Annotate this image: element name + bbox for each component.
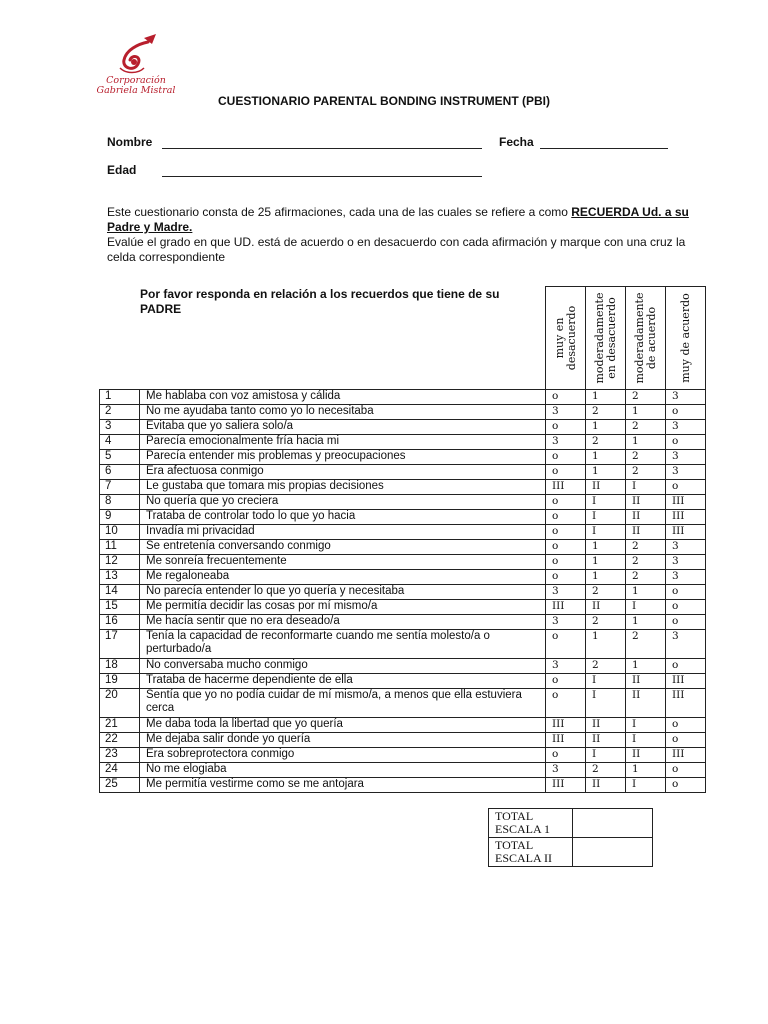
answer-cell[interactable]: III [666,510,706,525]
table-row [100,525,706,540]
item-statement: Le gustaba que tomara mis propias decisiones [140,480,546,495]
answer-cell[interactable]: o [666,733,706,748]
answer-cell[interactable]: 3 [666,555,706,570]
table-row [100,748,706,763]
table-row [100,659,706,674]
item-statement: Trataba de controlar todo lo que yo hacia [140,510,546,525]
table-row [100,689,706,718]
answer-cell[interactable]: I [586,674,626,689]
answer-cell[interactable]: 2 [586,405,626,420]
answer-cell[interactable]: o [546,630,586,659]
answer-cell[interactable]: 2 [626,420,666,435]
item-statement: Evitaba que yo saliera solo/a [140,420,546,435]
answer-cell[interactable]: II [626,748,666,763]
table-row [100,733,706,748]
item-number: 20 [100,689,140,718]
item-statement: No parecía entender lo que yo quería y necesitaba [140,585,546,600]
answer-cell[interactable]: 2 [626,450,666,465]
answer-cell[interactable]: II [586,778,626,793]
item-statement: Me permitía decidir las cosas por mí mismo/a [140,600,546,615]
answer-cell[interactable]: 1 [586,630,626,659]
item-number: 3 [100,420,140,435]
item-number: 17 [100,630,140,659]
answer-cell[interactable]: o [546,495,586,510]
answer-cell[interactable]: III [546,600,586,615]
answer-cell[interactable]: 1 [626,659,666,674]
answer-cell[interactable]: 2 [626,570,666,585]
answer-cell[interactable]: I [586,748,626,763]
answer-cell[interactable]: 1 [626,405,666,420]
item-number: 5 [100,450,140,465]
table-row [100,555,706,570]
answer-cell[interactable]: 1 [586,450,626,465]
answer-cell[interactable]: 1 [586,420,626,435]
item-statement: No me ayudaba tanto como yo lo necesitaba [140,405,546,420]
item-number: 25 [100,778,140,793]
answer-cell[interactable]: I [626,480,666,495]
item-number: 12 [100,555,140,570]
instructions-paragraph-1 [107,205,707,235]
item-statement: No conversaba mucho conmigo [140,659,546,674]
item-number: 16 [100,615,140,630]
answer-cell[interactable]: o [546,748,586,763]
logo-line-1: Corporación [106,75,166,86]
item-statement: Me daba toda la libertad que yo quería [140,718,546,733]
total-value-cell[interactable] [573,809,653,838]
answer-cell[interactable]: 3 [666,540,706,555]
table-row [100,435,706,450]
organization-logo [90,32,182,98]
answer-cell[interactable]: 2 [586,659,626,674]
answer-cell[interactable]: 2 [626,465,666,480]
nombre-field[interactable] [162,148,482,149]
answer-cell[interactable]: 1 [586,465,626,480]
item-number: 13 [100,570,140,585]
column-header-label: muy en desacuerdo [552,305,578,371]
answer-cell[interactable]: o [666,405,706,420]
answer-cell[interactable]: I [626,778,666,793]
item-number: 22 [100,733,140,748]
total-row [489,838,653,867]
table-row [100,763,706,778]
answer-cell[interactable]: o [546,674,586,689]
item-statement: Sentía que yo no podía cuidar de mí mismo/a, a menos que ella estuviera cerca [140,689,546,718]
column-header [586,287,626,390]
total-label: TOTAL ESCALA 1 [489,809,573,838]
total-value-cell[interactable] [573,838,653,867]
item-statement: Era afectuosa conmigo [140,465,546,480]
answer-cell[interactable]: 1 [626,585,666,600]
instructions-paragraph-2: Evalúe el grado en que UD. está de acuerdo o en desacuerdo con cada afirmación y marque con una cruz la celda correspondiente [107,235,686,264]
total-row [489,809,653,838]
answer-cell[interactable]: o [546,689,586,718]
item-statement: Trataba de hacerme dependiente de ella [140,674,546,689]
answer-cell[interactable]: 3 [666,420,706,435]
edad-label: Edad [107,163,137,177]
item-statement: Me hacía sentir que no era deseado/a [140,615,546,630]
answer-cell[interactable]: 3 [546,763,586,778]
table-row [100,570,706,585]
table-row [100,585,706,600]
item-number: 7 [100,480,140,495]
edad-field[interactable] [162,176,482,177]
answer-cell[interactable]: 1 [586,570,626,585]
logo-line-2: Gabriela Mistral [96,85,176,96]
answer-cell[interactable]: I [626,733,666,748]
answer-cell[interactable]: o [546,510,586,525]
answer-cell[interactable]: I [586,525,626,540]
answer-cell[interactable]: 3 [666,450,706,465]
answer-cell[interactable]: 1 [626,615,666,630]
answer-cell[interactable]: o [546,555,586,570]
item-number: 9 [100,510,140,525]
item-number: 23 [100,748,140,763]
answer-cell[interactable]: III [666,689,706,718]
answer-cell[interactable]: 3 [666,570,706,585]
answer-cell[interactable]: 2 [586,435,626,450]
answer-cell[interactable]: 2 [626,630,666,659]
table-row [100,480,706,495]
answer-cell[interactable]: III [666,495,706,510]
answer-cell[interactable]: o [666,763,706,778]
answer-cell[interactable]: III [666,674,706,689]
answer-cell[interactable]: o [666,718,706,733]
answer-cell[interactable]: 1 [586,555,626,570]
answer-cell[interactable]: 1 [626,435,666,450]
item-number: 6 [100,465,140,480]
answer-cell[interactable]: II [626,525,666,540]
answer-cell[interactable]: 3 [546,585,586,600]
item-number: 18 [100,659,140,674]
item-number: 8 [100,495,140,510]
answer-cell[interactable]: I [626,600,666,615]
answer-cell[interactable]: 1 [626,763,666,778]
item-number: 15 [100,600,140,615]
item-number: 10 [100,525,140,540]
instructions-text: Este cuestionario consta de 25 afirmaciones, cada una de las cuales se refiere a como [107,205,572,219]
answer-cell[interactable]: II [586,718,626,733]
answer-cell[interactable]: II [626,510,666,525]
answer-cell[interactable]: o [546,540,586,555]
table-row [100,630,706,659]
answer-cell[interactable]: I [586,689,626,718]
table-row [100,495,706,510]
table-row [100,600,706,615]
answer-cell[interactable]: o [546,420,586,435]
answer-cell[interactable]: II [626,495,666,510]
answer-cell[interactable]: I [586,510,626,525]
answer-cell[interactable]: o [546,525,586,540]
table-prompt: Por favor responda en relación a los recuerdos que tiene de su PADRE [140,287,500,316]
answer-cell[interactable]: o [666,659,706,674]
fecha-label: Fecha [499,135,534,149]
item-statement: Se entretenía conversando conmigo [140,540,546,555]
answer-cell[interactable]: I [586,495,626,510]
table-row [100,540,706,555]
table-row [100,718,706,733]
table-row [100,778,706,793]
answer-cell[interactable]: 1 [586,540,626,555]
column-header-label: muy de acuerdo [678,293,692,383]
answer-cell[interactable]: III [666,748,706,763]
answer-cell[interactable]: o [666,778,706,793]
item-statement: Tenía la capacidad de reconformarte cuando me sentía molesto/a o perturbado/a [140,630,546,659]
fecha-field[interactable] [540,148,668,149]
table-row [100,405,706,420]
nombre-label: Nombre [107,135,153,149]
answer-cell[interactable]: II [626,689,666,718]
item-number: 11 [100,540,140,555]
answer-cell[interactable]: III [546,480,586,495]
table-row [100,674,706,689]
answer-cell[interactable]: 3 [546,615,586,630]
answer-cell[interactable]: 2 [626,555,666,570]
answer-cell[interactable]: 3 [546,435,586,450]
item-number: 24 [100,763,140,778]
item-number: 14 [100,585,140,600]
answer-cell[interactable]: 3 [546,659,586,674]
item-number: 2 [100,405,140,420]
header-row [100,287,706,390]
item-statement: Me sonreía frecuentemente [140,555,546,570]
answer-cell[interactable]: 2 [626,390,666,405]
answer-cell[interactable]: o [666,615,706,630]
column-header [626,287,666,390]
answer-cell[interactable]: 2 [626,540,666,555]
item-statement: No me elogiaba [140,763,546,778]
answer-cell[interactable]: III [546,733,586,748]
table-row [100,465,706,480]
column-header-label: moderadamente en desacuerdo [592,292,618,384]
answer-cell[interactable]: o [666,480,706,495]
answer-cell[interactable]: II [586,733,626,748]
answer-cell[interactable]: 2 [586,585,626,600]
answer-cell[interactable]: II [586,600,626,615]
answer-cell[interactable]: II [626,674,666,689]
answer-cell[interactable]: o [546,390,586,405]
table-row [100,450,706,465]
kite-bird-icon [108,32,164,78]
item-number: 19 [100,674,140,689]
answer-cell[interactable]: 2 [586,615,626,630]
instructions [107,205,707,265]
item-statement: Invadía mi privacidad [140,525,546,540]
answer-cell[interactable]: 3 [666,390,706,405]
answer-cell[interactable]: 3 [666,465,706,480]
total-label: TOTAL ESCALA II [489,838,573,867]
item-number: 1 [100,390,140,405]
item-statement: Me dejaba salir donde yo quería [140,733,546,748]
page-title: CUESTIONARIO PARENTAL BONDING INSTRUMENT (PBI) [218,94,550,108]
answer-cell[interactable]: II [586,480,626,495]
answer-cell[interactable]: III [546,718,586,733]
item-statement: Era sobreprotectora conmigo [140,748,546,763]
item-number: 21 [100,718,140,733]
questionnaire-table [99,286,706,793]
table-row [100,390,706,405]
answer-cell[interactable]: I [626,718,666,733]
answer-cell[interactable]: o [546,465,586,480]
item-statement: No quería que yo creciera [140,495,546,510]
answer-cell[interactable]: o [546,570,586,585]
answer-cell[interactable]: o [666,600,706,615]
answer-cell[interactable]: o [666,435,706,450]
column-header [666,287,706,390]
answer-cell[interactable]: 3 [666,630,706,659]
table-row [100,615,706,630]
totals-table [488,808,653,867]
column-header-label: moderadamente de acuerdo [632,292,658,384]
answer-cell[interactable]: 3 [546,405,586,420]
item-statement: Me permitía vestirme como se me antojara [140,778,546,793]
answer-cell[interactable]: o [666,585,706,600]
column-header [546,287,586,390]
item-number: 4 [100,435,140,450]
table-row [100,510,706,525]
answer-cell[interactable]: o [546,450,586,465]
answer-cell[interactable]: III [546,778,586,793]
answer-cell[interactable]: 1 [586,390,626,405]
answer-cell[interactable]: III [666,525,706,540]
table-row [100,420,706,435]
instructions-emphasis: RECUERDA Ud. a su Padre y Madre. [107,205,689,234]
answer-cell[interactable]: 2 [586,763,626,778]
item-statement: Me hablaba con voz amistosa y cálida [140,390,546,405]
item-statement: Parecía emocionalmente fría hacia mi [140,435,546,450]
item-statement: Me regaloneaba [140,570,546,585]
item-statement: Parecía entender mis problemas y preocupaciones [140,450,546,465]
